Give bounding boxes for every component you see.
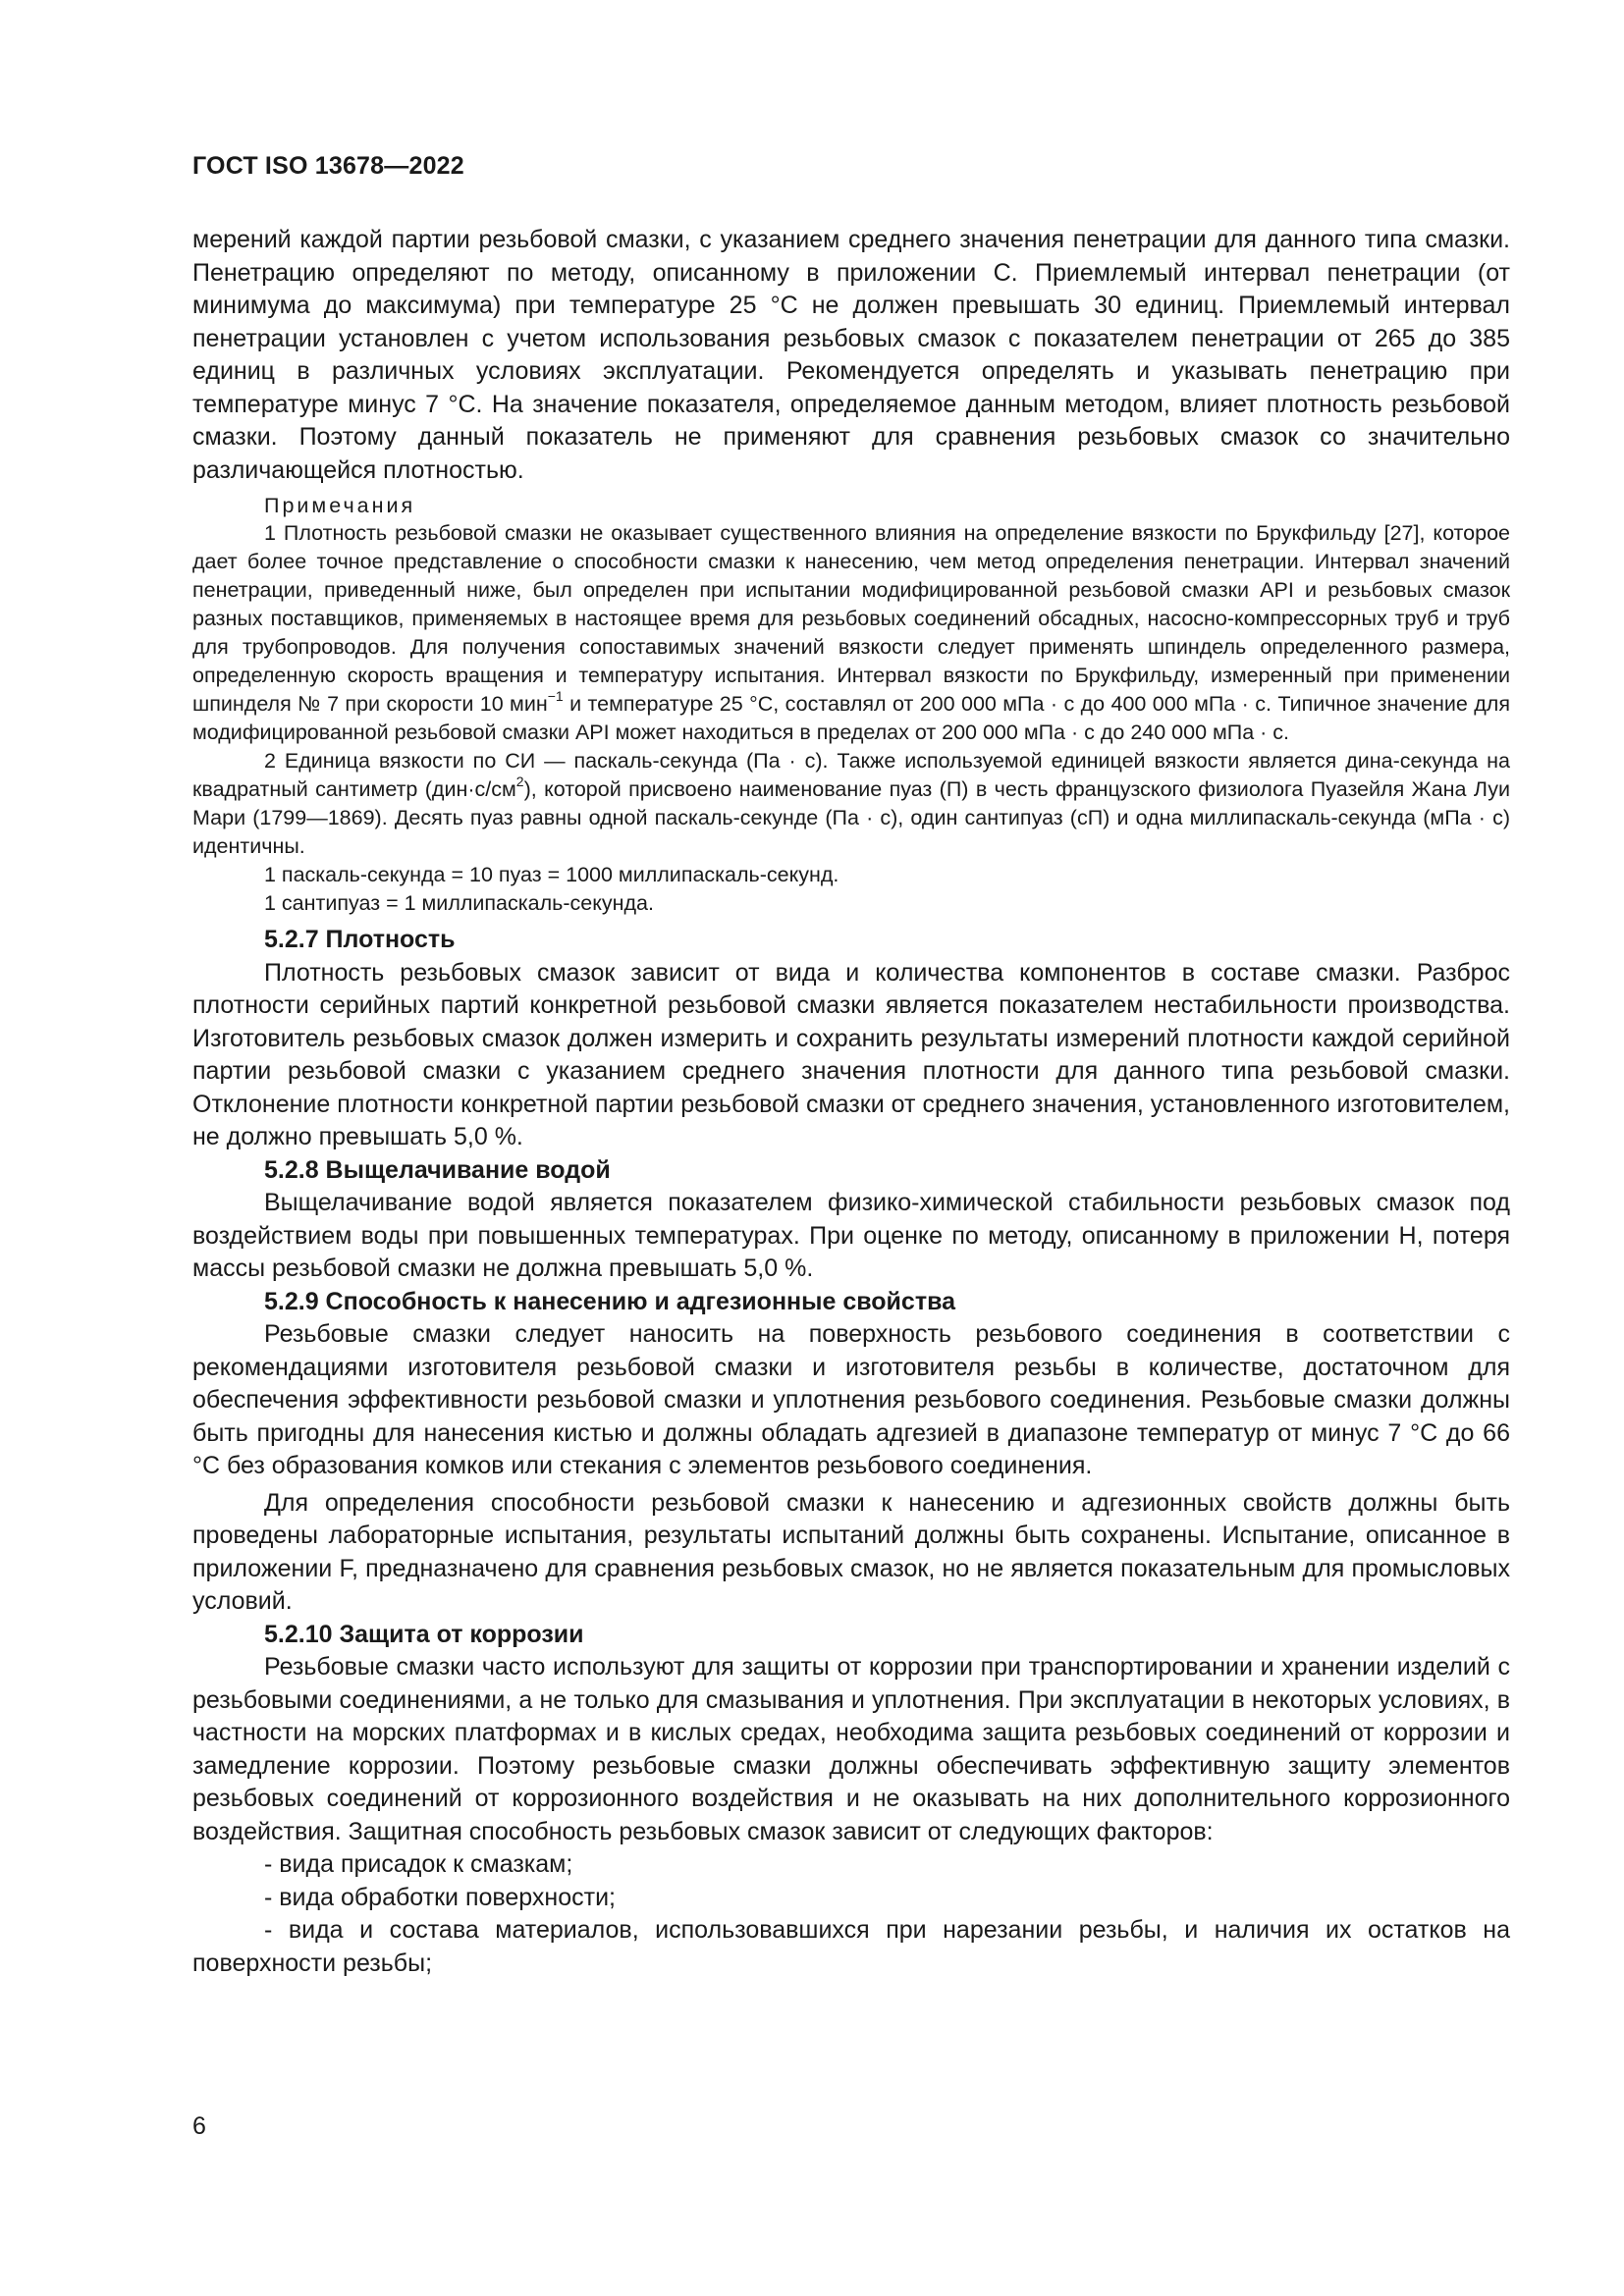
note-equation-1: 1 паскаль-секунда = 10 пуаз = 1000 миллипаскаль-секунд. — [264, 863, 839, 886]
section-text-5-2-9-a: Резьбовые смазки следует наносить на поверхность резьбового соединения в соответствии с рекомендациями изготовителя резьбовой смазки и изготовителя резьбы в количестве, достаточном для обеспечения эффективности резьбовой смазки и уплотнения резьбового соединения. Резьбовые смазки должны быть пригодны для нанесения кистью и должны обладать адгезией в диапазоне температур от минус 7 °С до 66 °С без образования комков или стекания с элементов резьбового соединения. — [192, 1320, 1510, 1479]
section-heading-5-2-8: 5.2.8 Выщелачивание водой — [264, 1155, 611, 1184]
note-2 — [192, 747, 1510, 861]
note-1-text-b: и температуре 25 °С, составлял от 200 000 мПа · с до 400 000 мПа · с. Типичное значение для модифицированной резьбовой смазки API может находиться в пределах от 200 000 мПа · с до 240 000 мПа · с. — [192, 692, 1510, 744]
document-body — [192, 224, 1510, 1980]
section-text-5-2-9-b: Для определения способности резьбовой смазки к нанесению и адгезионных свойств должны быть проведены лабораторные испытания, результаты испытаний должны быть сохранены. Испытание, описанное в приложении F, предназначено для сравнения резьбовых смазок, но не является показательным для промысловых условий. — [192, 1488, 1510, 1615]
section-text-5-2-7: Плотность резьбовых смазок зависит от вида и количества компонентов в составе смазки. Разброс плотности серийных партий конкретной резьбовой смазки является показателем нестабильности производства. Изготовитель резьбовых смазок должен измерить и сохранить результаты измерений плотности каждой серийной партии резьбовой смазки с указанием среднего значения плотности для данного типа резьбовой смазки. Отклонение плотности конкретной партии резьбовой смазки от среднего значения, установленного изготовителем, не должно превышать 5,0 %. — [192, 958, 1510, 1150]
continuation-paragraph: мерений каждой партии резьбовой смазки, с указанием среднего значения пенетрации для данного типа смазки. Пенетрацию определяют по методу, описанному в приложении С. Приемлемый интервал пенетрации (от минимума до максимума) при температуре 25 °С не должен превышать 30 единиц. Приемлемый интервал пенетрации установлен с учетом использования резьбовых смазок с показателем пенетрации от 265 до 385 единиц в различных условиях эксплуатации. Рекомендуется определять и указывать пенетрацию при температуре минус 7 °С. На значение показателя, определяемое данным методом, влияет плотность резьбовой смазки. Поэтому данный показатель не применяют для сравнения резьбовых смазок со значительно различающейся плотностью. — [192, 226, 1510, 484]
page-number: 6 — [192, 2112, 206, 2140]
note-2-superscript: 2 — [515, 774, 524, 790]
list-item: - вида обработки поверхности; — [264, 1883, 616, 1911]
section-heading-5-2-10: 5.2.10 Защита от коррозии — [264, 1620, 584, 1648]
section-heading-5-2-7: 5.2.7 Плотность — [264, 926, 456, 953]
list-item: - вида и состава материалов, использовавшихся при нарезании резьбы, и наличия их остатков на поверхности резьбы; — [192, 1916, 1510, 1977]
section-text-5-2-10: Резьбовые смазки часто используют для защиты от коррозии при транспортировании и хранении изделий с резьбовыми соединениями, а не только для смазывания и уплотнения. При эксплуатации в некоторых условиях, в частности на морских платформах и в кислых средах, необходима защита резьбовых соединений от коррозии и замедление коррозии. Поэтому резьбовые смазки должны обеспечивать эффективную защиту элементов резьбовых соединений от коррозионного воздействия и не оказывать на них дополнительного коррозионного воздействия. Защитная способность резьбовых смазок зависит от следующих факторов: — [192, 1653, 1510, 1845]
note-1 — [192, 519, 1510, 747]
section-heading-5-2-9: 5.2.9 Способность к нанесению и адгезионные свойства — [264, 1287, 956, 1315]
document-header: ГОСТ ISO 13678—2022 — [192, 152, 464, 180]
list-item: - вида присадок к смазкам; — [264, 1850, 573, 1878]
note-equation-2: 1 сантипуаз = 1 миллипаскаль-секунда. — [264, 891, 654, 915]
notes-title: Примечания — [264, 494, 416, 517]
note-2-text-a: 2 Единица вязкости по СИ — паскаль-секунда (Па · с). Также используемой единицей вязкости является дина-секунда на квадратный сантиметр (дин·с/см — [192, 749, 1510, 801]
note-1-text-a: 1 Плотность резьбовой смазки не оказывает существенного влияния на определение вязкости по Брукфильду [27], которое дает более точное представление о способности смазки к нанесению, чем метод определения пенетрации. Интервал значений пенетрации, приведенный ниже, был определен при испытании модифицированной резьбовой смазки API и резьбовых смазок разных поставщиков, применяемых в настоящее время для резьбовых соединений обсадных, насосно-компрессорных труб и труб для трубопроводов. Для получения сопоставимых значений вязкости следует применять шпиндель определенного размера, определенную скорость вращения и температуру испытания. Интервал вязкости по Брукфильду, измеренный при применении шпинделя № 7 при скорости 10 мин — [192, 521, 1510, 716]
note-2-text-b: ), которой присвоено наименование пуаз (П) в честь французского физиолога Пуазейля Жана Луи Мари (1799—1869). Десять пуаз равны одной паскаль-секунде (Па · с), один сантипуаз (сП) и одна миллипаскаль-секунда (мПа · с) идентичны. — [192, 777, 1510, 858]
section-text-5-2-8: Выщелачивание водой является показателем физико-химической стабильности резьбовых смазок под воздействием воды при повышенных температурах. При оценке по методу, описанному в приложении Н, потеря массы резьбовой смазки не должна превышать 5,0 %. — [192, 1189, 1510, 1282]
note-1-superscript: −1 — [547, 688, 564, 705]
